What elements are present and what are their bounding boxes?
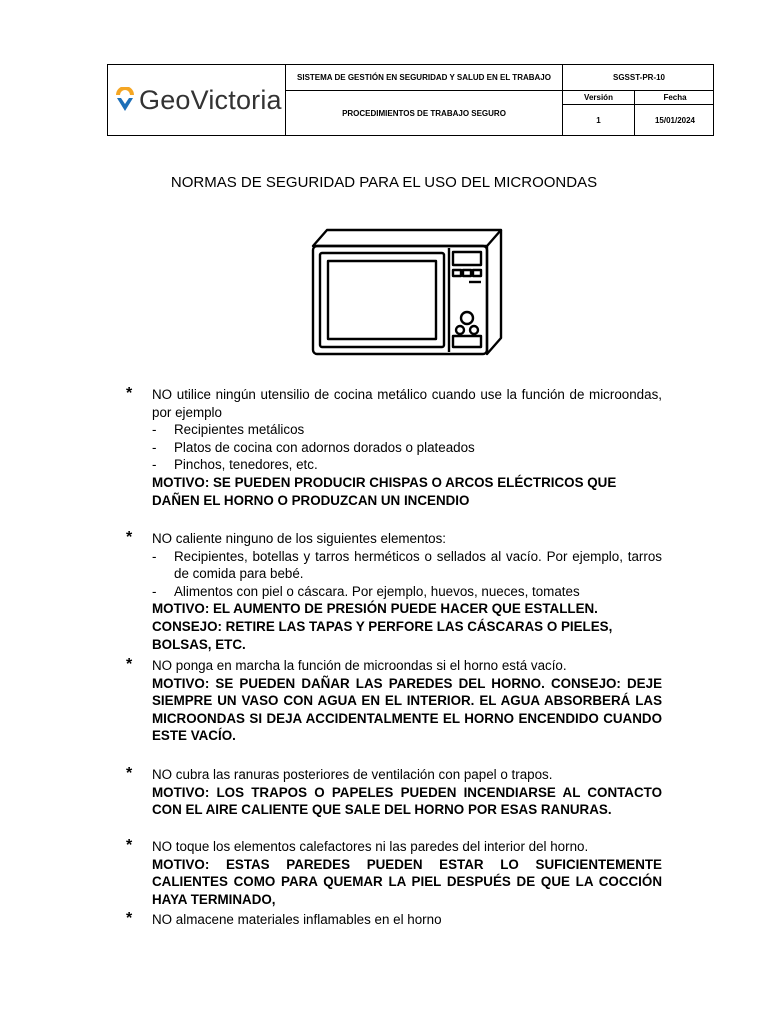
bullet-star: * <box>126 910 133 927</box>
rule-5 <box>126 838 662 908</box>
list-item: - Recipientes metálicos <box>152 422 305 438</box>
version-value: 1 <box>596 115 601 125</box>
bullet-star: * <box>126 765 133 782</box>
rule-text: NO toque los elementos calefactores ni las paredes del interior del horno. <box>152 839 589 854</box>
rule-text: NO caliente ninguno de los siguientes elementos: <box>152 531 447 546</box>
document-code: SGSST-PR-10 <box>612 73 665 82</box>
motive-note: MOTIVO: LOS TRAPOS O PAPELES PUEDEN INCENDIARSE AL CONTACTO CON EL AIRE CALIENTE QUE SALE DEL HORNO POR ESAS RANURAS. <box>152 784 662 818</box>
list-item: - Recipientes, botellas y tarros herméticos o sellados al vacío. Por ejemplo, tarros de comida para bebé. <box>152 548 662 582</box>
document-header <box>107 64 714 136</box>
list-item: - Platos de cocina con adornos dorados o plateados <box>152 439 475 455</box>
rule-text: NO utilice ningún utensilio de cocina metálico cuando use la función de microondas, por ejemplo <box>152 387 662 420</box>
rule-1 <box>126 386 662 509</box>
motive-note: MOTIVO: SE PUEDEN PRODUCIR CHISPAS O ARCOS ELÉCTRICOS QUE DAÑEN EL HORNO O PRODUZCAN UN INCENDIO <box>152 474 617 508</box>
date-value: 15/01/2024 <box>654 115 696 125</box>
rule-4 <box>126 766 662 819</box>
rule-3 <box>126 657 662 745</box>
advice-note: CONSEJO: RETIRE LAS TAPAS Y PERFORE LAS CÁSCARAS O PIELES, BOLSAS, ETC. <box>152 618 613 652</box>
bullet-star: * <box>126 656 133 673</box>
bullet-star: * <box>126 529 133 546</box>
procedure-name: PROCEDIMIENTOS DE TRABAJO SEGURO <box>342 108 506 118</box>
rule-2 <box>126 530 662 653</box>
list-item: - Alimentos con piel o cáscara. Por ejemplo, huevos, nueces, tomates <box>152 583 580 599</box>
rule-text: NO almacene materiales inflamables en el horno <box>152 912 442 927</box>
bullet-star: * <box>126 837 133 854</box>
microwave-icon <box>309 226 505 358</box>
page-title: NORMAS DE SEGURIDAD PARA EL USO DEL MICROONDAS <box>170 174 598 191</box>
company-name: GeoVictoria <box>139 84 282 115</box>
bullet-star: * <box>126 385 133 402</box>
company-logo <box>108 65 286 135</box>
rule-text: NO cubra las ranuras posteriores de ventilación con papel o trapos. <box>152 767 553 782</box>
motive-note: MOTIVO: SE PUEDEN DAÑAR LAS PAREDES DEL HORNO. CONSEJO: DEJE SIEMPRE UN VASO CON AGUA EN EL INTERIOR. EL AGUA ABSORBERÁ LAS MICROONDAS SI DEJA ACCIDENTALMENTE EL HORNO ENCENDIDO CUANDO ESTE VACÍO. <box>152 675 662 744</box>
motive-note: MOTIVO: EL AUMENTO DE PRESIÓN PUEDE HACER QUE ESTALLEN. <box>152 601 598 617</box>
version-label: Versión <box>584 93 613 102</box>
system-name: SISTEMA DE GESTIÓN EN SEGURIDAD Y SALUD EN EL TRABAJO <box>297 73 551 82</box>
motive-note: MOTIVO: ESTAS PAREDES PUEDEN ESTAR LO SUFICIENTEMENTE CALIENTES COMO PARA QUEMAR LA PIEL DESPUÉS DE QUE LA COCCIÓN HAYA TERMINADO, <box>152 856 662 907</box>
rule-text: NO ponga en marcha la función de microondas si el horno está vacío. <box>152 658 567 673</box>
location-pin-icon <box>114 87 136 113</box>
list-item: - Pinchos, tenedores, etc. <box>152 457 318 473</box>
rule-6 <box>126 911 662 929</box>
date-label: Fecha <box>663 93 687 102</box>
